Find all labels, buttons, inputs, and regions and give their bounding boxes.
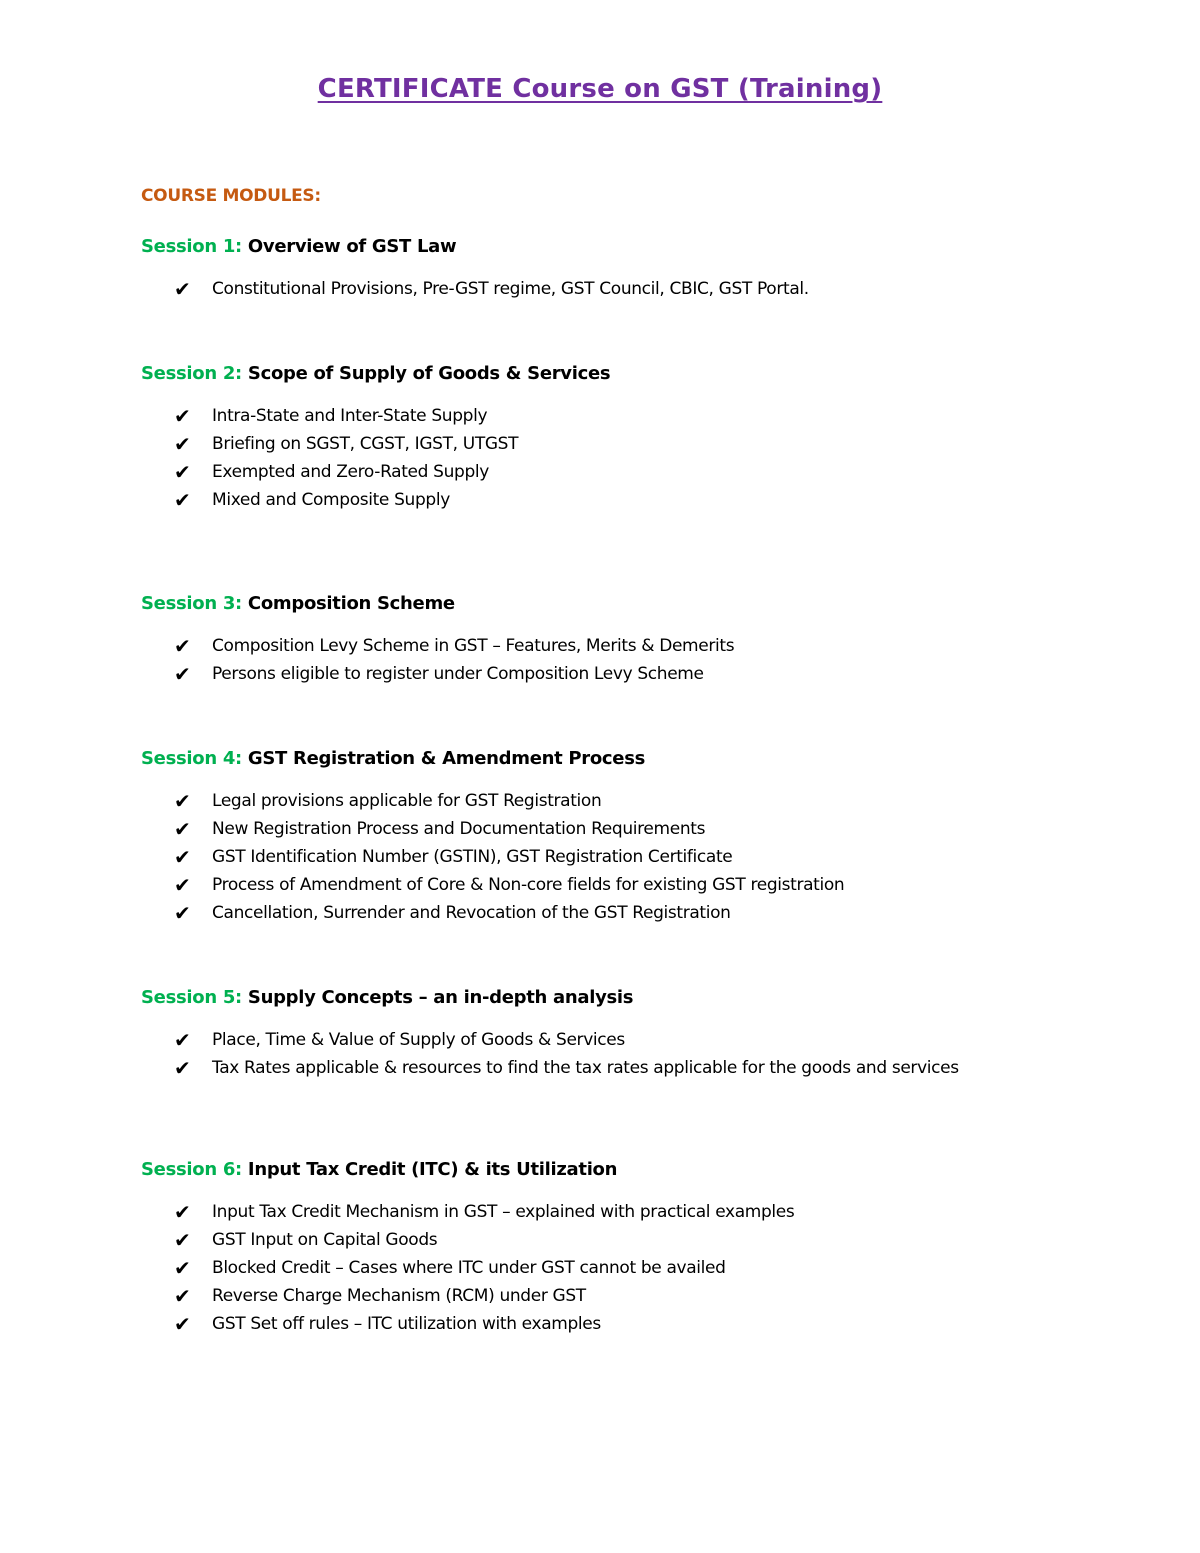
session-5 (141, 986, 1141, 1080)
checkmark-icon: ✔ (174, 873, 191, 897)
topic-text: Cancellation, Surrender and Revocation of the GST Registration (212, 903, 731, 923)
session-heading (141, 1158, 1141, 1182)
session-topic-list (141, 1026, 1141, 1082)
list-item (141, 402, 1141, 430)
session-1 (141, 235, 1141, 301)
checkmark-icon: ✔ (174, 634, 191, 658)
list-item (141, 1198, 1141, 1226)
session-heading (141, 747, 1141, 771)
session-heading (141, 986, 1141, 1010)
session-label: Session 1: (141, 236, 242, 257)
topic-text: Place, Time & Value of Supply of Goods & Services (212, 1030, 625, 1050)
topic-text: Intra-State and Inter-State Supply (212, 406, 488, 426)
topic-text: Mixed and Composite Supply (212, 490, 450, 510)
checkmark-icon: ✔ (174, 901, 191, 925)
topic-text: Blocked Credit – Cases where ITC under GST cannot be availed (212, 1258, 726, 1278)
topic-text: Exempted and Zero-Rated Supply (212, 462, 489, 482)
session-title: GST Registration & Amendment Process (247, 748, 646, 769)
checkmark-icon: ✔ (174, 404, 191, 428)
checkmark-icon: ✔ (174, 1200, 191, 1224)
topic-text: Input Tax Credit Mechanism in GST – explained with practical examples (212, 1202, 795, 1222)
list-item (141, 1254, 1141, 1282)
session-heading (141, 362, 1141, 386)
checkmark-icon: ✔ (174, 817, 191, 841)
list-item (141, 1282, 1141, 1310)
session-3 (141, 592, 1141, 686)
session-topic-list (141, 1198, 1141, 1338)
checkmark-icon: ✔ (174, 662, 191, 686)
list-item (141, 1026, 1141, 1054)
checkmark-icon: ✔ (174, 1028, 191, 1052)
list-item (141, 899, 1141, 927)
topic-text: Briefing on SGST, CGST, IGST, UTGST (212, 434, 519, 454)
session-4 (141, 747, 1141, 925)
session-label: Session 5: (141, 987, 242, 1008)
session-topic-list (141, 275, 1141, 303)
list-item (141, 632, 1141, 660)
session-title: Scope of Supply of Goods & Services (247, 363, 611, 384)
topic-text: New Registration Process and Documentation Requirements (212, 819, 706, 839)
session-label: Session 2: (141, 363, 242, 384)
list-item (141, 275, 1141, 303)
topic-text: GST Input on Capital Goods (212, 1230, 438, 1250)
course-modules-heading: COURSE MODULES: (141, 186, 321, 206)
session-label: Session 6: (141, 1159, 242, 1180)
session-title: Input Tax Credit (ITC) & its Utilization (247, 1159, 618, 1180)
checkmark-icon: ✔ (174, 789, 191, 813)
topic-text: Constitutional Provisions, Pre-GST regime, GST Council, CBIC, GST Portal. (212, 279, 809, 299)
checkmark-icon: ✔ (174, 1056, 191, 1080)
session-topic-list (141, 632, 1141, 688)
list-item (141, 458, 1141, 486)
list-item (141, 430, 1141, 458)
list-item (141, 1226, 1141, 1254)
session-title: Composition Scheme (247, 593, 455, 614)
list-item (141, 486, 1141, 514)
session-2 (141, 362, 1141, 512)
session-title: Overview of GST Law (247, 236, 457, 257)
checkmark-icon: ✔ (174, 488, 191, 512)
topic-text: GST Set off rules – ITC utilization with examples (212, 1314, 601, 1334)
checkmark-icon: ✔ (174, 845, 191, 869)
topic-text: Process of Amendment of Core & Non-core fields for existing GST registration (212, 875, 845, 895)
session-label: Session 3: (141, 593, 242, 614)
checkmark-icon: ✔ (174, 1256, 191, 1280)
session-label: Session 4: (141, 748, 242, 769)
topic-text: Tax Rates applicable & resources to find the tax rates applicable for the goods and services (212, 1058, 959, 1078)
list-item (141, 787, 1141, 815)
topic-text: GST Identification Number (GSTIN), GST Registration Certificate (212, 847, 733, 867)
topic-text: Legal provisions applicable for GST Registration (212, 791, 602, 811)
list-item (141, 1054, 1141, 1082)
session-heading (141, 235, 1141, 259)
session-topic-list (141, 402, 1141, 514)
document-title: CERTIFICATE Course on GST (Training) (317, 74, 883, 104)
list-item (141, 1310, 1141, 1338)
session-heading (141, 592, 1141, 616)
checkmark-icon: ✔ (174, 460, 191, 484)
checkmark-icon: ✔ (174, 1228, 191, 1252)
topic-text: Persons eligible to register under Composition Levy Scheme (212, 664, 704, 684)
checkmark-icon: ✔ (174, 432, 191, 456)
session-topic-list (141, 787, 1141, 927)
list-item (141, 815, 1141, 843)
topic-text: Composition Levy Scheme in GST – Features, Merits & Demerits (212, 636, 735, 656)
list-item (141, 843, 1141, 871)
checkmark-icon: ✔ (174, 277, 191, 301)
list-item (141, 871, 1141, 899)
checkmark-icon: ✔ (174, 1284, 191, 1308)
topic-text: Reverse Charge Mechanism (RCM) under GST (212, 1286, 586, 1306)
list-item (141, 660, 1141, 688)
session-title: Supply Concepts – an in-depth analysis (247, 987, 634, 1008)
session-6 (141, 1158, 1141, 1336)
checkmark-icon: ✔ (174, 1312, 191, 1336)
